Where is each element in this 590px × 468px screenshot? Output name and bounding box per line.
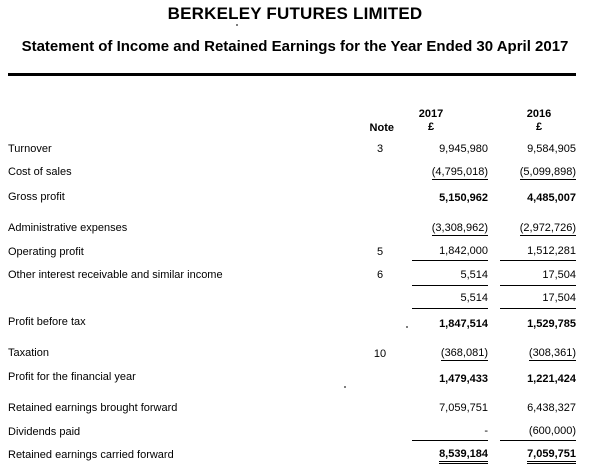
value-2016-dividends-paid: (600,000): [528, 425, 576, 437]
row-label-profit-for-year: Profit for the financial year: [8, 371, 136, 383]
value-2017-profit-for-year: 1,479,433: [439, 373, 488, 385]
value-2016-administrative-expenses-text: (2,972,726): [519, 222, 576, 234]
dividends-rule-2017: [412, 440, 488, 441]
value-2016-profit-before-tax: 1,529,785: [527, 318, 576, 330]
value-2017-cost-of-sales-text: (4,795,018): [431, 166, 488, 178]
row-label-administrative-expenses: Administrative expenses: [8, 222, 128, 234]
value-2017-dividends-paid: -: [484, 425, 488, 437]
value-2017-profit-before-tax: 1,847,514: [439, 318, 488, 330]
row-note-taxation: 10: [373, 348, 387, 360]
value-2016-operating-profit: 1,512,281: [527, 245, 576, 257]
company-name: BERKELEY FUTURES LIMITED: [167, 4, 423, 23]
row-label-profit-before-tax: Profit before tax: [8, 316, 86, 328]
statement-title: Statement of Income and Retained Earnings for the Year Ended 30 April 2017: [21, 38, 569, 55]
value-2017-taxation-text: (368,081): [440, 347, 488, 359]
value-2016-retained-earnings-carried-forward-text: 7,059,751: [527, 448, 576, 464]
row-note-other-interest: 6: [376, 269, 384, 281]
value-2017-administrative-expenses: [400, 222, 488, 234]
value-2016-cost-of-sales: [488, 166, 576, 178]
year-2016-currency: £: [535, 121, 543, 133]
value-2017-operating-profit: 1,842,000: [439, 245, 488, 257]
row-label-operating-profit: Operating profit: [8, 246, 84, 258]
dividends-rule-2016: [500, 440, 576, 441]
row-label-cost-of-sales: Cost of sales: [8, 166, 72, 178]
year-2017-header: [400, 108, 462, 134]
value-2017-cost-of-sales: [400, 166, 488, 178]
subtotal-bottom-rule-2017: [412, 308, 488, 309]
value-2016-profit-for-year: 1,221,424: [527, 373, 576, 385]
value-2016-taxation-text: (308,361): [528, 347, 576, 359]
value-2016-interest-subtotal: 17,504: [542, 292, 576, 304]
operating-profit-rule-2017: [412, 260, 488, 261]
operating-profit-rule-2016: [500, 260, 576, 261]
subtotal-top-rule-2017: [412, 285, 488, 286]
row-note-turnover: 3: [376, 143, 384, 155]
year-2017-label: 2017: [418, 108, 444, 120]
value-2017-other-interest: 5,514: [460, 269, 488, 281]
value-2017-retained-earnings-brought-forward: 7,059,751: [439, 402, 488, 414]
value-2017-turnover: 9,945,980: [439, 143, 488, 155]
year-2016-header: [508, 108, 570, 134]
value-2016-taxation: [488, 347, 576, 359]
subtotal-top-rule-2016: [500, 285, 576, 286]
value-2017-taxation: [400, 347, 488, 359]
row-label-taxation: Taxation: [8, 347, 49, 359]
value-2016-cost-of-sales-text: (5,099,898): [519, 166, 576, 178]
value-2017-retained-earnings-carried-forward: [400, 448, 488, 460]
value-2016-administrative-expenses: [488, 222, 576, 234]
year-2017-currency: £: [427, 121, 435, 133]
scan-speck: [344, 386, 346, 388]
row-label-retained-earnings-brought-forward: Retained earnings brought forward: [8, 402, 178, 414]
year-2016-label: 2016: [526, 108, 552, 120]
scan-speck: [236, 24, 238, 26]
note-column-header: Note: [369, 122, 394, 134]
value-2016-retained-earnings-carried-forward: [488, 448, 576, 460]
value-2016-other-interest: 17,504: [542, 269, 576, 281]
title-rule: [8, 73, 576, 76]
value-2017-gross-profit: 5,150,962: [439, 192, 488, 204]
row-label-retained-earnings-carried-forward: Retained earnings carried forward: [8, 449, 174, 461]
row-label-other-interest: Other interest receivable and similar income: [8, 269, 223, 281]
row-label-dividends-paid: Dividends paid: [8, 426, 81, 438]
value-2016-turnover: 9,584,905: [527, 143, 576, 155]
value-2017-administrative-expenses-text: (3,308,962): [431, 222, 488, 234]
value-2016-gross-profit: 4,485,007: [527, 192, 576, 204]
value-2017-retained-earnings-carried-forward-text: 8,539,184: [439, 448, 488, 464]
value-2017-interest-subtotal: 5,514: [460, 292, 488, 304]
subtotal-bottom-rule-2016: [500, 308, 576, 309]
row-label-gross-profit: Gross profit: [8, 191, 65, 203]
row-note-operating-profit: 5: [376, 246, 384, 258]
value-2016-retained-earnings-brought-forward: 6,438,327: [527, 402, 576, 414]
row-label-turnover: Turnover: [8, 143, 52, 155]
